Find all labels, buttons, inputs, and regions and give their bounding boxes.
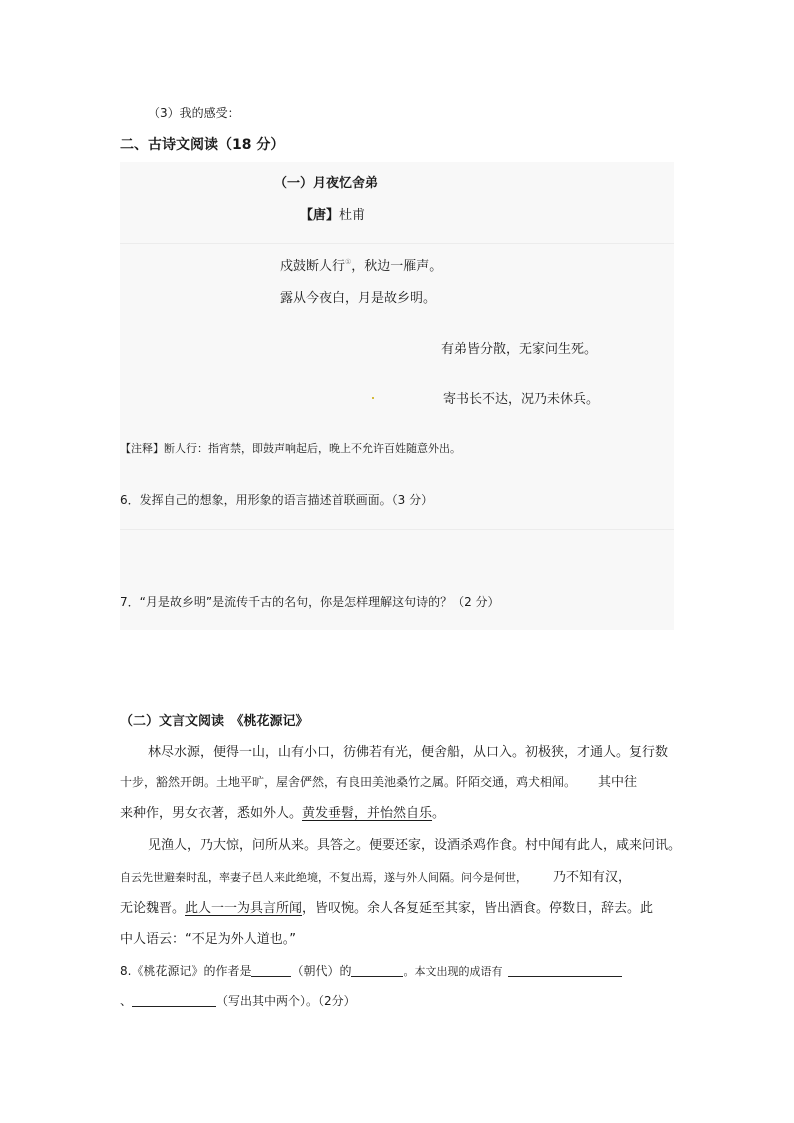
prose-line: 见渔人，乃大惊，问所从来。具答之。便要还家，设酒杀鸡作食。村中闻有此人，咸来问讯。: [148, 838, 682, 853]
question-8-cont: [120, 992, 356, 1009]
question-8-text: 8.《桃花源记》的作者是: [120, 964, 252, 978]
poem-dynasty: 【唐】: [300, 208, 340, 223]
prose-text: ，皆叹惋。余人各复延至其家，皆出酒食。停数日，辞去。此: [302, 901, 654, 916]
question-7: 7．“月是故乡明”是流传千古的名句，你是怎样理解这句诗的？（2 分）: [120, 595, 500, 609]
question-8-text: 。本文出现的成语有: [403, 965, 503, 978]
prose-line: [120, 866, 631, 885]
footnote-marker: ①: [345, 258, 352, 266]
underlined-phrase: 黄发垂髫，并怡然自乐: [302, 806, 433, 821]
section-2-title: 二、古诗文阅读（18 分）: [120, 137, 285, 153]
prose-text: 其中往: [598, 775, 638, 790]
prose-text: 自云先世避秦时乱，率妻子邑人来此绝境，不复出焉，遂与外人间隔。问今是何世，: [120, 871, 527, 884]
question-3-label: （3）我的感受：: [148, 106, 240, 120]
poem-line-4: 寄书长不达，况乃未休兵。: [443, 392, 600, 407]
poem-line-1: [280, 255, 442, 274]
prose-text: 无论魏晋。: [120, 901, 186, 916]
prose-text: 来种作，男女衣著，悉如外人。: [120, 806, 303, 821]
prose-title: （二）文言文阅读 《桃花源记》: [120, 714, 309, 729]
poem-author: 杜甫: [339, 208, 366, 223]
stray-dot: [372, 397, 374, 399]
poem-line-2: 露从今夜白，月是故乡明。: [280, 291, 437, 306]
prose-line: [120, 771, 637, 790]
answer-blank-dynasty[interactable]: [351, 964, 403, 977]
answer-blank-idiom-1[interactable]: [508, 964, 622, 977]
question-6: 6．发挥自己的想象，用形象的语言描述首联画面。（3 分）: [120, 493, 434, 507]
question-8-text: （朝代）的: [291, 964, 352, 978]
answer-blank-idiom-2[interactable]: [132, 994, 216, 1007]
question-8-text: 、: [120, 994, 133, 1008]
underlined-phrase: 此人一一为具言所闻: [185, 901, 303, 916]
answer-blank-author[interactable]: [251, 964, 291, 977]
poem-note: 【注释】断人行：指宵禁，即鼓声响起后，晚上不允许百姓随意外出。: [120, 442, 461, 455]
prose-line: 中人语云：“不足为外人道也。”: [120, 932, 296, 947]
prose-line: [120, 802, 445, 821]
poem-line-1-text: ，秋边一雁声。: [351, 259, 443, 274]
poem-line-3: 有弟皆分散，无家问生死。: [441, 342, 598, 357]
prose-text: 。: [432, 806, 446, 821]
prose-text: 十步，豁然开朗。土地平旷，屋舍俨然，有良田美池桑竹之属。阡陌交通，鸡犬相闻。: [120, 775, 577, 789]
poem-line-1-text: 戍鼓断人行: [280, 259, 346, 274]
poem-byline: [300, 204, 365, 223]
panel-divider: [120, 243, 674, 244]
prose-line: 林尽水源，便得一山，山有小口，彷佛若有光，便舍船，从口入。初极狭，才通人。复行数: [148, 745, 669, 760]
question-8: [120, 962, 622, 979]
poem-title: （一）月夜忆舍弟: [274, 176, 379, 191]
panel-divider: [120, 529, 674, 530]
prose-text: 乃不知有汉，: [553, 870, 632, 885]
prose-line: [120, 897, 653, 916]
question-8-text: （写出其中两个）。（2分）: [216, 994, 356, 1008]
